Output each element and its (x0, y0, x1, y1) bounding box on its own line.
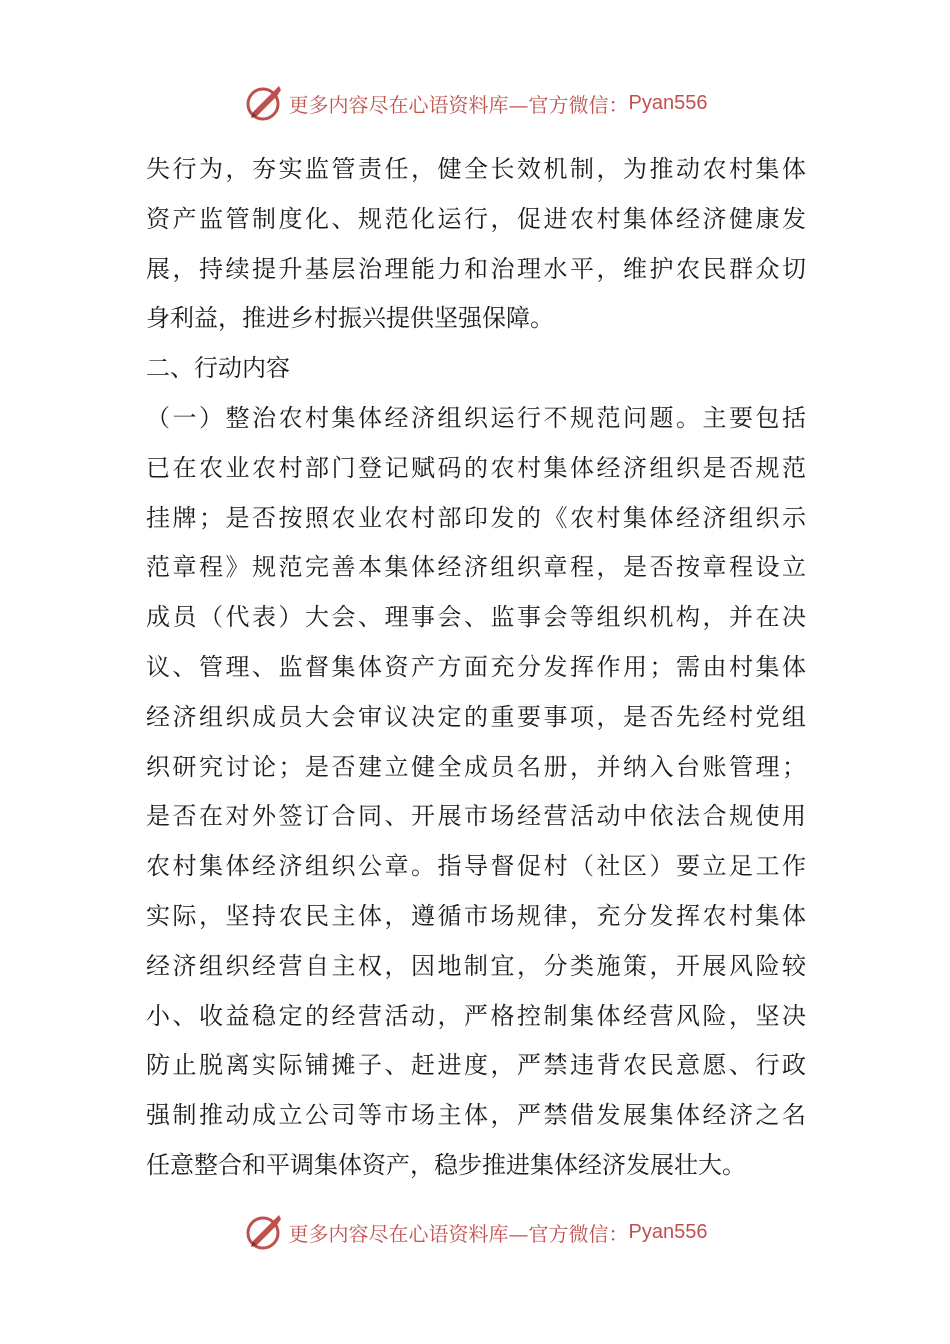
body-line: 议、管理、监督集体资产方面充分发挥作用；需由村集体 (146, 652, 806, 681)
body-line: 任意整合和平调集体资产，稳步推进集体经济发展壮大。 (146, 1150, 746, 1179)
body-line: 实际，坚持农民主体，遵循市场规律，充分发挥农村集体 (146, 901, 806, 930)
section-heading: 二、行动内容 (146, 354, 290, 383)
body-line: 防止脱离实际铺摊子、赶进度，严禁违背农民意愿、行政 (146, 1051, 806, 1080)
body-line: 经济组织成员大会审议决定的重要事项，是否先经村党组 (146, 702, 806, 731)
body-line: 挂牌；是否按照农业农村部印发的《农村集体经济组织示 (146, 503, 806, 532)
pen-logo-icon (243, 82, 285, 124)
body-line: 范章程》规范完善本集体经济组织章程，是否按章程设立 (146, 553, 806, 582)
body-line: 农村集体经济组织公章。指导督促村（社区）要立足工作 (146, 852, 806, 881)
body-line: 资产监管制度化、规范化运行，促进农村集体经济健康发 (146, 204, 806, 233)
pen-logo-icon (243, 1211, 285, 1253)
body-line: （一）整治农村集体经济组织运行不规范问题。主要包括 (146, 403, 806, 432)
body-line: 展，持续提升基层治理能力和治理水平，维护农民群众切 (146, 254, 806, 283)
body-line: 身利益，推进乡村振兴提供坚强保障。 (146, 304, 554, 333)
header-banner-text: 更多内容尽在心语资料库—官方微信： (288, 92, 629, 117)
document-body (146, 145, 806, 1191)
body-line: 经济组织经营自主权，因地制宜，分类施策，开展风险较 (146, 951, 806, 980)
body-line: 强制推动成立公司等市场主体，严禁借发展集体经济之名 (146, 1101, 806, 1130)
footer-banner-inner (243, 1211, 708, 1253)
footer-banner-text: 更多内容尽在心语资料库—官方微信： (288, 1221, 629, 1246)
body-line: 小、收益稳定的经营活动，严格控制集体经营风险，坚决 (146, 1001, 806, 1030)
body-line: 已在农业农村部门登记赋码的农村集体经济组织是否规范 (146, 453, 806, 482)
footer-watermark-banner (0, 1207, 950, 1257)
body-line: 织研究讨论；是否建立健全成员名册，并纳入台账管理； (146, 752, 806, 781)
header-watermark-banner (0, 78, 950, 128)
body-line: 是否在对外签订合同、开展市场经营活动中依法合规使用 (146, 802, 806, 831)
footer-banner-handle: Pyan556 (628, 1220, 708, 1243)
body-line: 失行为，夯实监管责任，健全长效机制，为推动农村集体 (146, 155, 806, 183)
body-line: 成员（代表）大会、理事会、监事会等组织机构，并在决 (146, 603, 806, 632)
header-banner-handle: Pyan556 (628, 91, 708, 114)
header-banner-inner (243, 82, 708, 124)
